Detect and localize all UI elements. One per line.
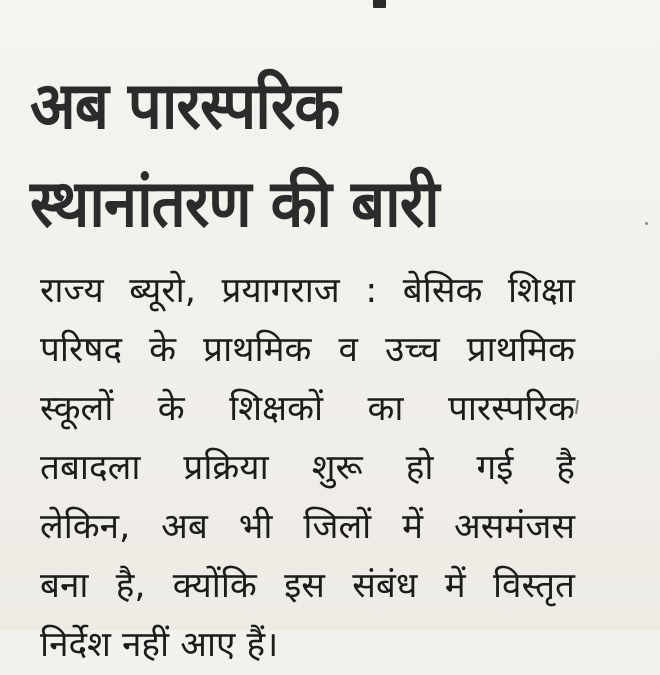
body-line: लेकिन, अब भी जिलों में असमंजस xyxy=(40,507,575,547)
headline xyxy=(30,58,582,254)
article-body xyxy=(40,262,575,665)
body-line: परिषद के प्राथमिक व उच्च प्राथमिक xyxy=(40,330,575,370)
body-line: स्कूलों के शिक्षकों का पारस्परिक xyxy=(40,389,575,429)
body-line: बना है, क्योंकि इस संबंध में विस्तृत xyxy=(40,566,575,606)
pen-mark xyxy=(575,400,579,414)
body-line-cut-off: निर्देश नहीं आए हैं। xyxy=(40,625,279,665)
paper-speck xyxy=(645,222,648,225)
headline-line-2: स्थानांतरण की बारी xyxy=(30,167,439,242)
body-line: राज्य ब्यूरो, प्रयागराज : बेसिक शिक्षा xyxy=(40,271,575,311)
print-mark xyxy=(373,0,386,8)
body-line: तबादला प्रक्रिया शुरू हो गई है xyxy=(40,448,575,488)
headline-line-1: अब पारस्परिक xyxy=(30,69,340,144)
